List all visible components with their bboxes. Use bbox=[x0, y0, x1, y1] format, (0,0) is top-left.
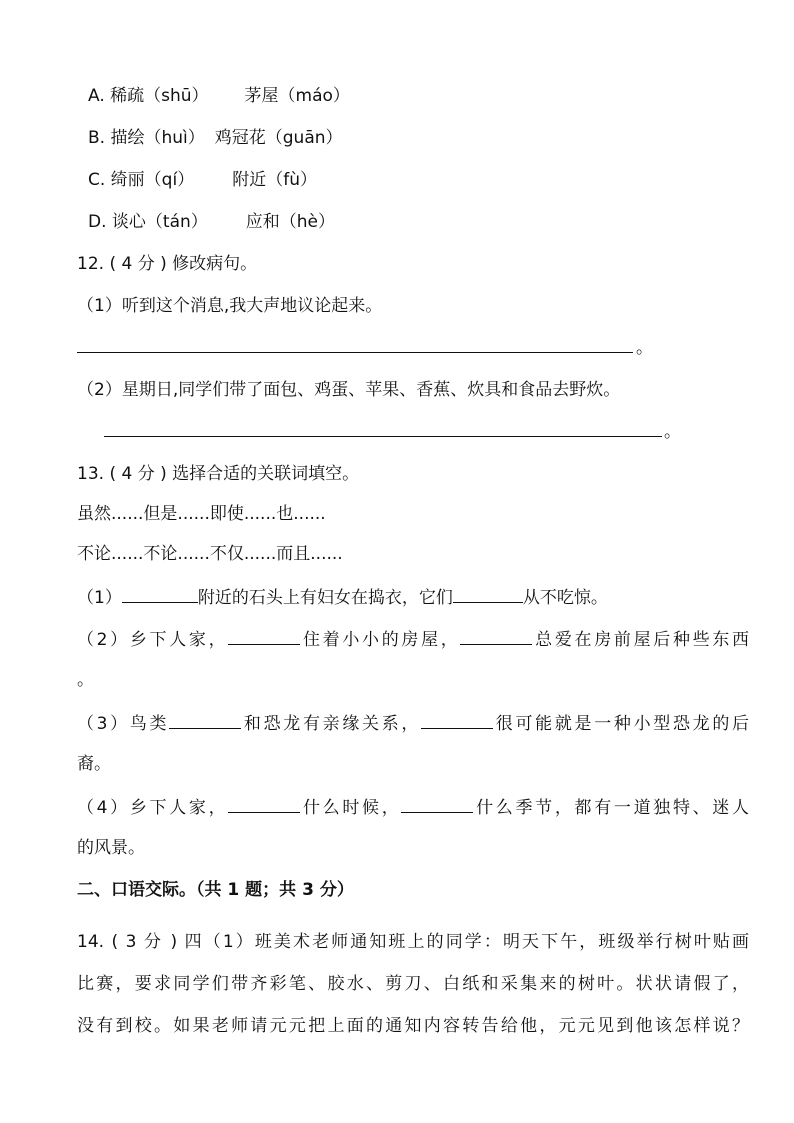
fill-blank[interactable] bbox=[460, 626, 532, 645]
item-2-middle: 住着小小的房屋， bbox=[300, 630, 461, 650]
question-13-item-2 bbox=[77, 626, 749, 652]
item-4-middle: 什么时候， bbox=[300, 798, 402, 818]
item-2-end: 总爱在房前屋后种些东西 bbox=[532, 630, 750, 650]
question-13-item-4 bbox=[77, 794, 749, 820]
question-12-sentence-2: （2）星期日,同学们带了面包、鸡蛋、苹果、香蕉、炊具和食品去野炊。 bbox=[77, 380, 621, 400]
item-4-end: 什么季节，都有一道独特、迷人 bbox=[473, 798, 749, 818]
question-14-line-3: 没有到校。如果老师请元元把上面的通知内容转告给他，元元见到他该怎样说？ bbox=[77, 1016, 749, 1036]
option-a-word2: 茅屋（máo） bbox=[244, 86, 350, 106]
fill-blank[interactable] bbox=[169, 710, 241, 729]
fill-blank[interactable] bbox=[421, 710, 493, 729]
answer-line-1[interactable] bbox=[77, 352, 633, 353]
fill-blank[interactable] bbox=[122, 584, 198, 603]
question-13-title: 13. ( 4 分 ) 选择合适的关联词填空。 bbox=[77, 464, 360, 484]
conjunction-list-2: 不论......不论......不仅......而且...... bbox=[77, 544, 343, 564]
option-c-word1: C. 绮丽（qí） bbox=[88, 170, 195, 190]
item-3-middle: 和恐龙有亲缘关系， bbox=[241, 714, 422, 734]
option-b-word2: 鸡冠花（guān） bbox=[214, 128, 343, 148]
option-a-word1: A. 稀疏（shū） bbox=[88, 86, 209, 106]
option-d bbox=[88, 210, 335, 234]
option-c-word2: 附近（fù） bbox=[232, 170, 317, 190]
question-13-item-3 bbox=[77, 710, 749, 736]
fill-blank[interactable] bbox=[228, 794, 300, 813]
answer-line-1-period: 。 bbox=[636, 338, 653, 358]
item-4-prefix: （4）乡下人家， bbox=[77, 798, 229, 818]
item-3-prefix: （3）鸟类 bbox=[77, 714, 170, 734]
item-1-end: 从不吃惊。 bbox=[522, 588, 608, 608]
question-14-line-1: 14. ( 3 分 ) 四（1）班美术老师通知班上的同学：明天下午，班级举行树叶贴画 bbox=[77, 932, 749, 952]
question-12-sentence-1: （1）听到这个消息,我大声地议论起来。 bbox=[77, 296, 383, 316]
option-d-word2: 应和（hè） bbox=[245, 212, 335, 232]
item-1-middle: 附近的石头上有妇女在捣衣，它们 bbox=[197, 588, 453, 608]
item-3-continuation: 裔。 bbox=[77, 754, 111, 774]
answer-line-2[interactable] bbox=[104, 436, 662, 437]
question-13-item-1 bbox=[77, 584, 608, 610]
item-3-end: 很可能就是一种小型恐龙的后 bbox=[493, 714, 750, 734]
question-12-title: 12. ( 4 分 ) 修改病句。 bbox=[77, 254, 258, 274]
option-d-word1: D. 谈心（tán） bbox=[88, 212, 208, 232]
answer-line-2-period: 。 bbox=[664, 422, 681, 442]
option-b-word1: B. 描绘（huì） bbox=[88, 128, 205, 148]
option-c bbox=[88, 168, 317, 192]
section-2-heading: 二、口语交际。（共 1 题；共 3 分） bbox=[77, 880, 354, 900]
fill-blank[interactable] bbox=[401, 794, 473, 813]
item-2-prefix: （2）乡下人家， bbox=[77, 630, 229, 650]
option-a bbox=[88, 84, 350, 108]
question-14-line-2: 比赛，要求同学们带齐彩笔、胶水、剪刀、白纸和采集来的树叶。状状请假了， bbox=[77, 974, 749, 994]
fill-blank[interactable] bbox=[228, 626, 300, 645]
option-b bbox=[88, 126, 343, 150]
conjunction-list-1: 虽然......但是......即使......也...... bbox=[77, 504, 326, 524]
item-4-continuation: 的风景。 bbox=[77, 838, 145, 858]
item-2-continuation: 。 bbox=[77, 670, 94, 690]
fill-blank[interactable] bbox=[453, 584, 523, 603]
item-1-prefix: （1） bbox=[77, 588, 122, 608]
